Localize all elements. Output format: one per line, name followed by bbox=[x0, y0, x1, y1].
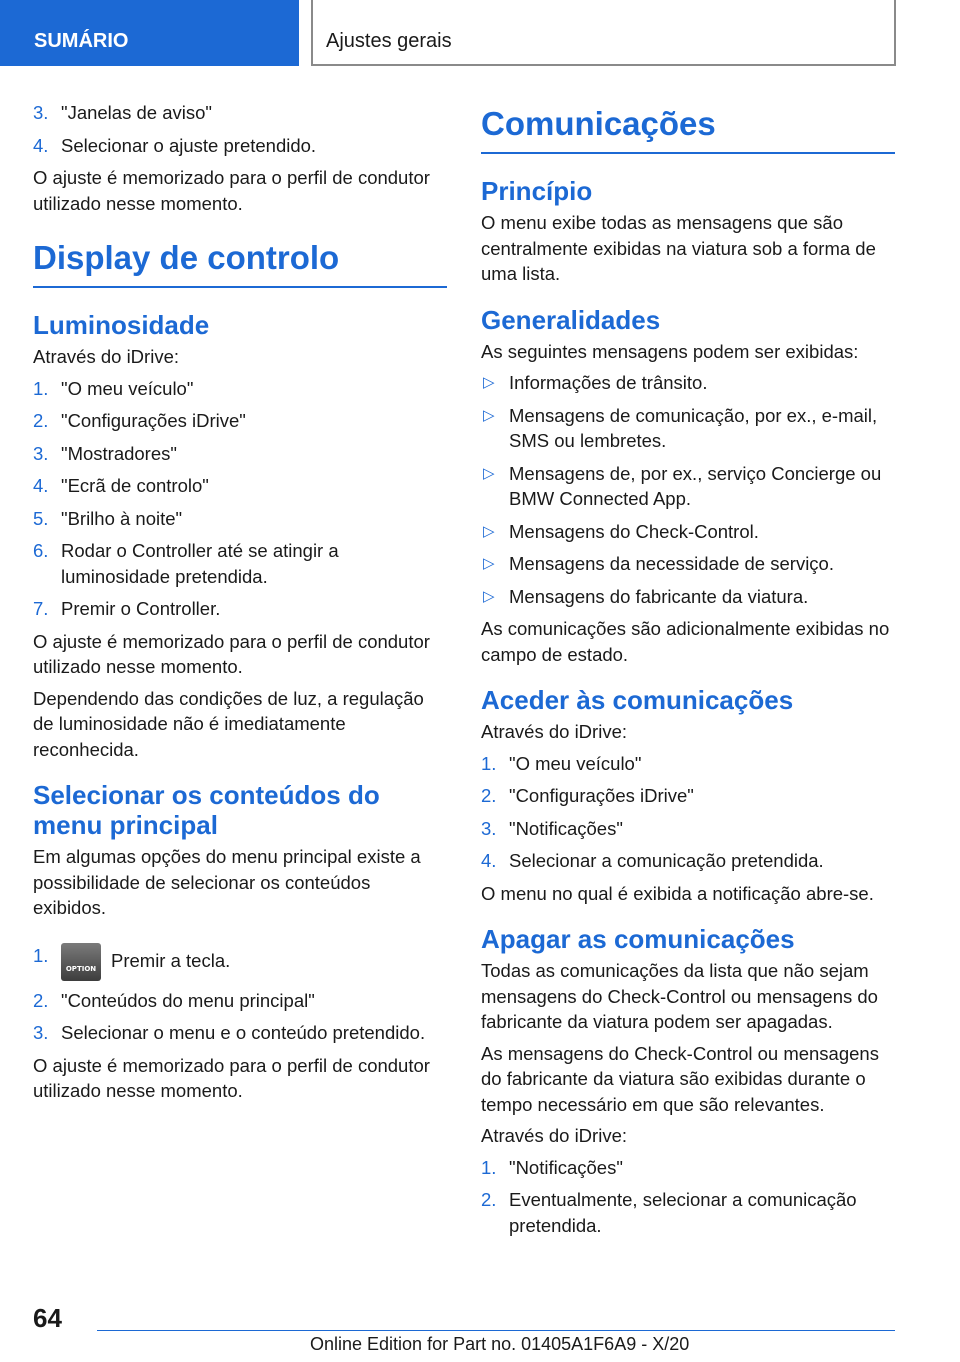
delete-steps-list bbox=[481, 1155, 895, 1239]
paragraph: As seguintes mensagens podem ser exibidas: bbox=[481, 340, 859, 362]
step-number: 1. bbox=[33, 944, 49, 966]
triangle-bullet-icon: ▷ bbox=[483, 522, 495, 540]
subsection-heading: Generalidades bbox=[481, 304, 661, 335]
step-text: "Notificações" bbox=[509, 817, 623, 839]
option-key-label: OPTION bbox=[65, 964, 97, 973]
step-text: "O meu veículo" bbox=[509, 752, 642, 774]
step-number: 7. bbox=[33, 598, 49, 619]
list-item bbox=[481, 751, 895, 777]
paragraph: O ajuste é memorizado para o perfil de condutor utilizado nesse momento. bbox=[33, 1054, 430, 1101]
message-types-list bbox=[481, 370, 895, 609]
page-header bbox=[0, 0, 960, 66]
step-text: "O meu veículo" bbox=[61, 377, 194, 399]
triangle-bullet-icon: ▷ bbox=[483, 555, 495, 572]
footer-divider bbox=[97, 1330, 895, 1331]
section-heading: Display de controlo bbox=[33, 238, 447, 288]
step-number: 2. bbox=[481, 785, 497, 806]
paragraph: As comunicações são adicionalmente exibidas no campo de estado. bbox=[481, 618, 890, 665]
step-number: 3. bbox=[33, 1022, 49, 1043]
top-steps-list bbox=[33, 100, 447, 158]
paragraph: Todas as comunicações da lista que não sejam mensagens do Check-Control ou mensagens do fabricante da viatura podem ser apagadas. bbox=[481, 960, 878, 1032]
step-text: "Configurações iDrive" bbox=[61, 410, 246, 431]
section-title-tab: Ajustes gerais bbox=[311, 0, 896, 66]
step-text: "Mostradores" bbox=[61, 442, 177, 464]
paragraph: Em algumas opções do menu principal existe a possibilidade de selecionar os conteúdos exibidos. bbox=[33, 846, 421, 918]
subsection-heading: Apagar as comunicações bbox=[481, 924, 795, 954]
list-item bbox=[481, 816, 895, 842]
paragraph: O ajuste é memorizado para o perfil de condutor utilizado nesse momento. bbox=[33, 167, 430, 214]
step-text: "Configurações iDrive" bbox=[509, 785, 694, 806]
page-number: 64 bbox=[33, 1303, 62, 1333]
list-item bbox=[33, 506, 447, 532]
list-item bbox=[481, 551, 895, 577]
bullet-text: Mensagens do fabricante da viatura. bbox=[509, 585, 809, 607]
access-steps-list bbox=[481, 751, 895, 874]
step-text: Selecionar o ajuste pretendido. bbox=[61, 134, 317, 156]
list-item bbox=[481, 370, 895, 396]
paragraph: O menu no qual é exibida a notificação abre-se. bbox=[481, 882, 874, 904]
step-number: 1. bbox=[481, 1156, 497, 1178]
step-text: Premir o Controller. bbox=[61, 598, 221, 619]
step-number: 3. bbox=[33, 442, 49, 464]
list-item bbox=[33, 596, 447, 622]
step-number: 1. bbox=[33, 377, 49, 399]
list-item bbox=[33, 376, 447, 402]
list-item bbox=[481, 403, 895, 454]
paragraph: O ajuste é memorizado para o perfil de condutor utilizado nesse momento. bbox=[33, 630, 430, 677]
paragraph: Através do iDrive: bbox=[481, 721, 627, 742]
paragraph: As mensagens do Check-Control ou mensagens do fabricante da viatura são exibidas durante o tempo necessário em que são relevantes. bbox=[481, 1042, 879, 1115]
list-item bbox=[481, 783, 895, 809]
list-item bbox=[33, 408, 447, 434]
paragraph: O menu exibe todas as mensagens que são centralmente exibidas na viatura sob a forma de uma lista. bbox=[481, 212, 876, 284]
step-number: 2. bbox=[33, 989, 49, 1011]
triangle-bullet-icon: ▷ bbox=[483, 464, 495, 482]
step-text: Premir a tecla. bbox=[111, 949, 231, 971]
step-number: 3. bbox=[33, 102, 49, 123]
bullet-text: Mensagens da necessidade de serviço. bbox=[509, 553, 834, 574]
step-text: "Notificações" bbox=[509, 1156, 623, 1178]
bullet-text: Mensagens do Check-Control. bbox=[509, 520, 759, 542]
triangle-bullet-icon: ▷ bbox=[483, 374, 495, 391]
list-item bbox=[481, 848, 895, 874]
list-item bbox=[33, 935, 447, 981]
bullet-text: Informações de trânsito. bbox=[509, 372, 708, 393]
list-item bbox=[33, 988, 447, 1014]
step-text: Selecionar a comunicação pretendida. bbox=[509, 850, 824, 871]
left-column bbox=[33, 100, 447, 1110]
bullet-text: Mensagens de, por ex., serviço Concierge ou BMW Connected App. bbox=[509, 462, 882, 509]
step-text: Rodar o Controller até se atingir a luminosidade pretendida. bbox=[61, 540, 339, 587]
paragraph: Através do iDrive: bbox=[481, 1125, 627, 1146]
summary-tab[interactable]: SUMÁRIO bbox=[0, 0, 299, 66]
list-item bbox=[33, 441, 447, 467]
step-number: 3. bbox=[481, 817, 497, 839]
section-heading: Comunicações bbox=[481, 104, 895, 154]
subsection-heading: Princípio bbox=[481, 176, 593, 206]
step-text: Eventualmente, selecionar a comunicação pretendida. bbox=[509, 1189, 857, 1236]
step-number: 4. bbox=[33, 475, 49, 496]
list-item bbox=[481, 584, 895, 610]
option-key-icon bbox=[61, 943, 101, 981]
subsection-heading: Aceder às comunicações bbox=[481, 685, 794, 715]
step-number: 5. bbox=[33, 507, 49, 529]
subsection-heading: Selecionar os conteúdos do menu principal bbox=[33, 780, 380, 840]
list-item bbox=[481, 519, 895, 545]
step-number: 4. bbox=[33, 134, 49, 156]
step-number: 2. bbox=[481, 1189, 497, 1210]
triangle-bullet-icon: ▷ bbox=[483, 587, 495, 605]
luminosity-steps-list bbox=[33, 376, 447, 622]
step-text: "Ecrã de controlo" bbox=[61, 475, 209, 496]
step-text: "Brilho à noite" bbox=[61, 507, 183, 529]
step-text: "Conteúdos do menu principal" bbox=[61, 989, 315, 1011]
list-item bbox=[33, 133, 447, 159]
triangle-bullet-icon: ▷ bbox=[483, 406, 495, 424]
footer-edition: Online Edition for Part no. 01405A1F6A9 - X/20 bbox=[310, 1334, 690, 1354]
list-item bbox=[33, 100, 447, 126]
paragraph: Através do iDrive: bbox=[33, 346, 179, 367]
list-item bbox=[481, 461, 895, 512]
subsection-heading: Luminosidade bbox=[33, 310, 210, 340]
list-item bbox=[481, 1187, 895, 1238]
step-text: Selecionar o menu e o conteúdo pretendido. bbox=[61, 1022, 426, 1043]
step-number: 2. bbox=[33, 410, 49, 431]
step-number: 1. bbox=[481, 752, 497, 774]
bullet-text: Mensagens de comunicação, por ex., e-mail, SMS ou lembretes. bbox=[509, 404, 878, 451]
step-text: "Janelas de aviso" bbox=[61, 102, 212, 123]
right-column bbox=[481, 82, 895, 1245]
step-number: 6. bbox=[33, 540, 49, 561]
list-item bbox=[33, 473, 447, 499]
paragraph: Dependendo das condições de luz, a regulação de luminosidade não é imediatamente reconhecida. bbox=[33, 687, 424, 760]
list-item bbox=[33, 538, 447, 589]
list-item bbox=[33, 1020, 447, 1046]
menu-steps-list bbox=[33, 935, 447, 1046]
step-number: 4. bbox=[481, 850, 497, 871]
list-item bbox=[481, 1155, 895, 1181]
